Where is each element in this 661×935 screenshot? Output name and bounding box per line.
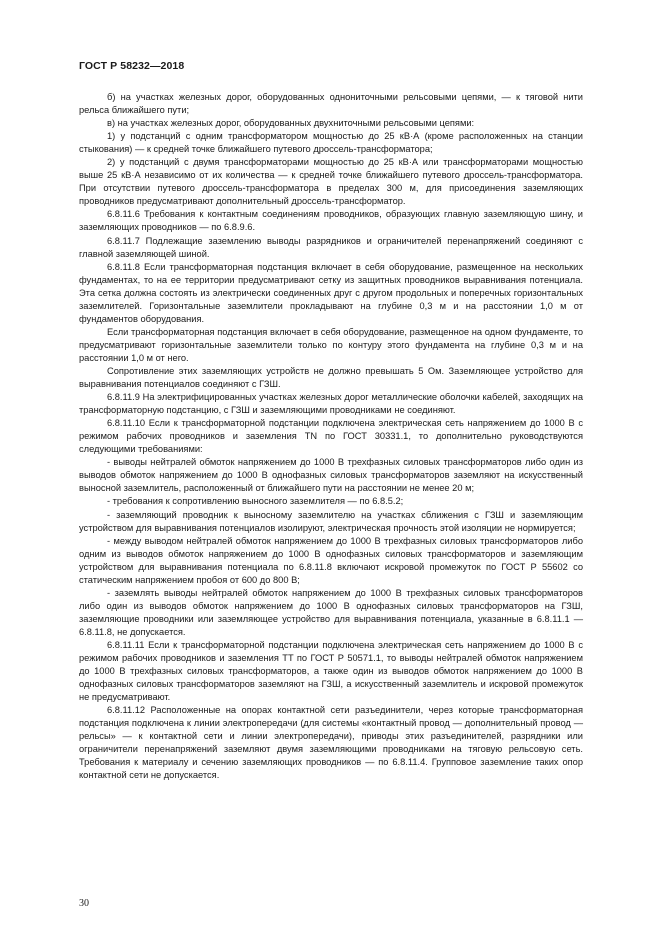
paragraph: 6.8.11.12 Расположенные на опорах контактной сети разъединители, через которые трансформаторная подстанция подключена к линии электропередачи (для системы «контактный провод — дополнительный провод — рельсы» — к контактной сети и линии электропередачи), приводы этих разъединителей, разрядники или ограничители перенапряжений заземляют двумя заземляющими проводниками на тяговую рельсовую сеть. Требования к материалу и сечению заземляющих проводников — по 6.8.11.4. Групповое заземление таких опор контактной сети не допускается. <box>79 705 583 781</box>
list-item: - заземлять выводы нейтралей обмоток напряжением до 1000 В трехфазных силовых трансформаторов либо один из выводов обмоток напряжением до 1000 В однофазных силовых трансформаторов на ГЗШ, заземляющие проводники или заземляющее устройство для выравнивания потенциала, указанные в 6.8.11.1 — 6.8.11.8, не допускается. <box>79 587 583 637</box>
list-item: - заземляющий проводник к выносному заземлителю на участках сближения с ГЗШ и заземляющим устройством для выравнивания потенциалов изолируют, электрическая прочность этой изоляции не нормируется; <box>79 509 583 533</box>
list-item: - требования к сопротивлению выносного заземлителя — по 6.8.5.2; <box>107 496 404 507</box>
paragraph: в) на участках железных дорог, оборудованных двухниточными рельсовыми цепями: <box>107 118 475 129</box>
paragraph: б) на участках железных дорог, оборудованных однониточными рельсовыми цепями, — к тяговой нити рельса ближайшего пути; <box>79 92 583 116</box>
paragraph: 6.8.11.11 Если к трансформаторной подстанции подключена электрическая сеть напряжением до 1000 В с режимом рабочих проводников и заземления TT по ГОСТ Р 50571.1, то выводы нейтралей обмоток напряжением до 1000 В трехфазных силовых трансформаторов, а также один из выводов обмоток напряжением до 1000 В однофазных силовых трансформаторов заземляют на ГЗШ, а искусственный заземлитель и искровой промежуток не предусматривают. <box>79 639 583 703</box>
paragraph: 6.8.11.6 Требования к контактным соединениям проводников, образующих главную заземляющую шину, и заземляющих проводников — по 6.8.9.6. <box>79 209 583 233</box>
paragraph: 1) у подстанций с одним трансформатором мощностью до 25 кВ·А (кроме расположенных на станции стыкования) — к средней точке ближайшего путевого дроссель-трансформатора; <box>79 131 583 155</box>
document-body <box>79 91 583 782</box>
paragraph: 6.8.11.8 Если трансформаторная подстанция включает в себя оборудование, размещенное на нескольких фундаментах, то на ее территории предусматривают сетку из защитных проводников выравнивания потенциала. Эта сетка должна состоять из электрически соединенных друг с другом продольных и поперечных горизонтальных заземлителей. Горизонтальные заземлители прокладывают на глубине 0,3 м и на расстоянии 1,0 м от фундаментов оборудования. <box>79 261 583 324</box>
list-item: - между выводом нейтралей обмоток напряжением до 1000 В трехфазных силовых трансформаторов либо одним из выводов обмоток напряжением до 1000 В однофазных силовых трансформаторов и заземляющим устройством для выравнивания потенциала по 6.8.11.8 включают искровой промежуток по ГОСТ Р 55602 со статическим напряжением пробоя от 600 до 800 В; <box>79 535 583 585</box>
page-number: 30 <box>79 898 89 909</box>
paragraph: 6.8.11.10 Если к трансформаторной подстанции подключена электрическая сеть напряжением до 1000 В с режимом рабочих проводников и заземления TN по ГОСТ 30331.1, то дополнительно руководствуются следующими требованиями: <box>79 418 583 455</box>
paragraph: 2) у подстанций с двумя трансформаторами мощностью до 25 кВ·А или трансформаторами мощностью выше 25 кВ·А независимо от их количества — к средней точке ближайшего путевого дроссель-трансформатора. При отсутствии путевого дроссель-трансформатора в пределах 300 м, для присоединения заземляющих проводников предусматривают дополнительный дроссель-трансформатор. <box>79 157 583 207</box>
paragraph: 6.8.11.9 На электрифицированных участках железных дорог металлические оболочки кабелей, заходящих на трансформаторную подстанцию, с ГЗШ и заземляющими проводниками не соединяют. <box>79 392 583 416</box>
document-code-header: ГОСТ Р 58232—2018 <box>79 60 185 72</box>
paragraph: Сопротивление этих заземляющих устройств не должно превышать 5 Ом. Заземляющее устройство для выравнивания потенциалов соединяют с ГЗШ. <box>79 365 583 390</box>
paragraph: Если трансформаторная подстанция включает в себя оборудование, размещенное на одном фундаменте, то предусматривают горизонтальные заземлители только по контуру этого фундамента на глубине 0,3 м и на расстоянии 1,0 м от него. <box>79 326 583 363</box>
list-item: - выводы нейтралей обмоток напряжением до 1000 В трехфазных силовых трансформаторов либо один из выводов обмоток напряжением до 1000 В однофазных силовых трансформаторов заземляют на искусственный выносной заземлитель, расположенный от ближайшего пути на расстоянии не менее 20 м; <box>79 457 583 494</box>
paragraph: 6.8.11.7 Подлежащие заземлению выводы разрядников и ограничителей перенапряжений соединяют с главной заземляющей шиной. <box>79 235 583 259</box>
